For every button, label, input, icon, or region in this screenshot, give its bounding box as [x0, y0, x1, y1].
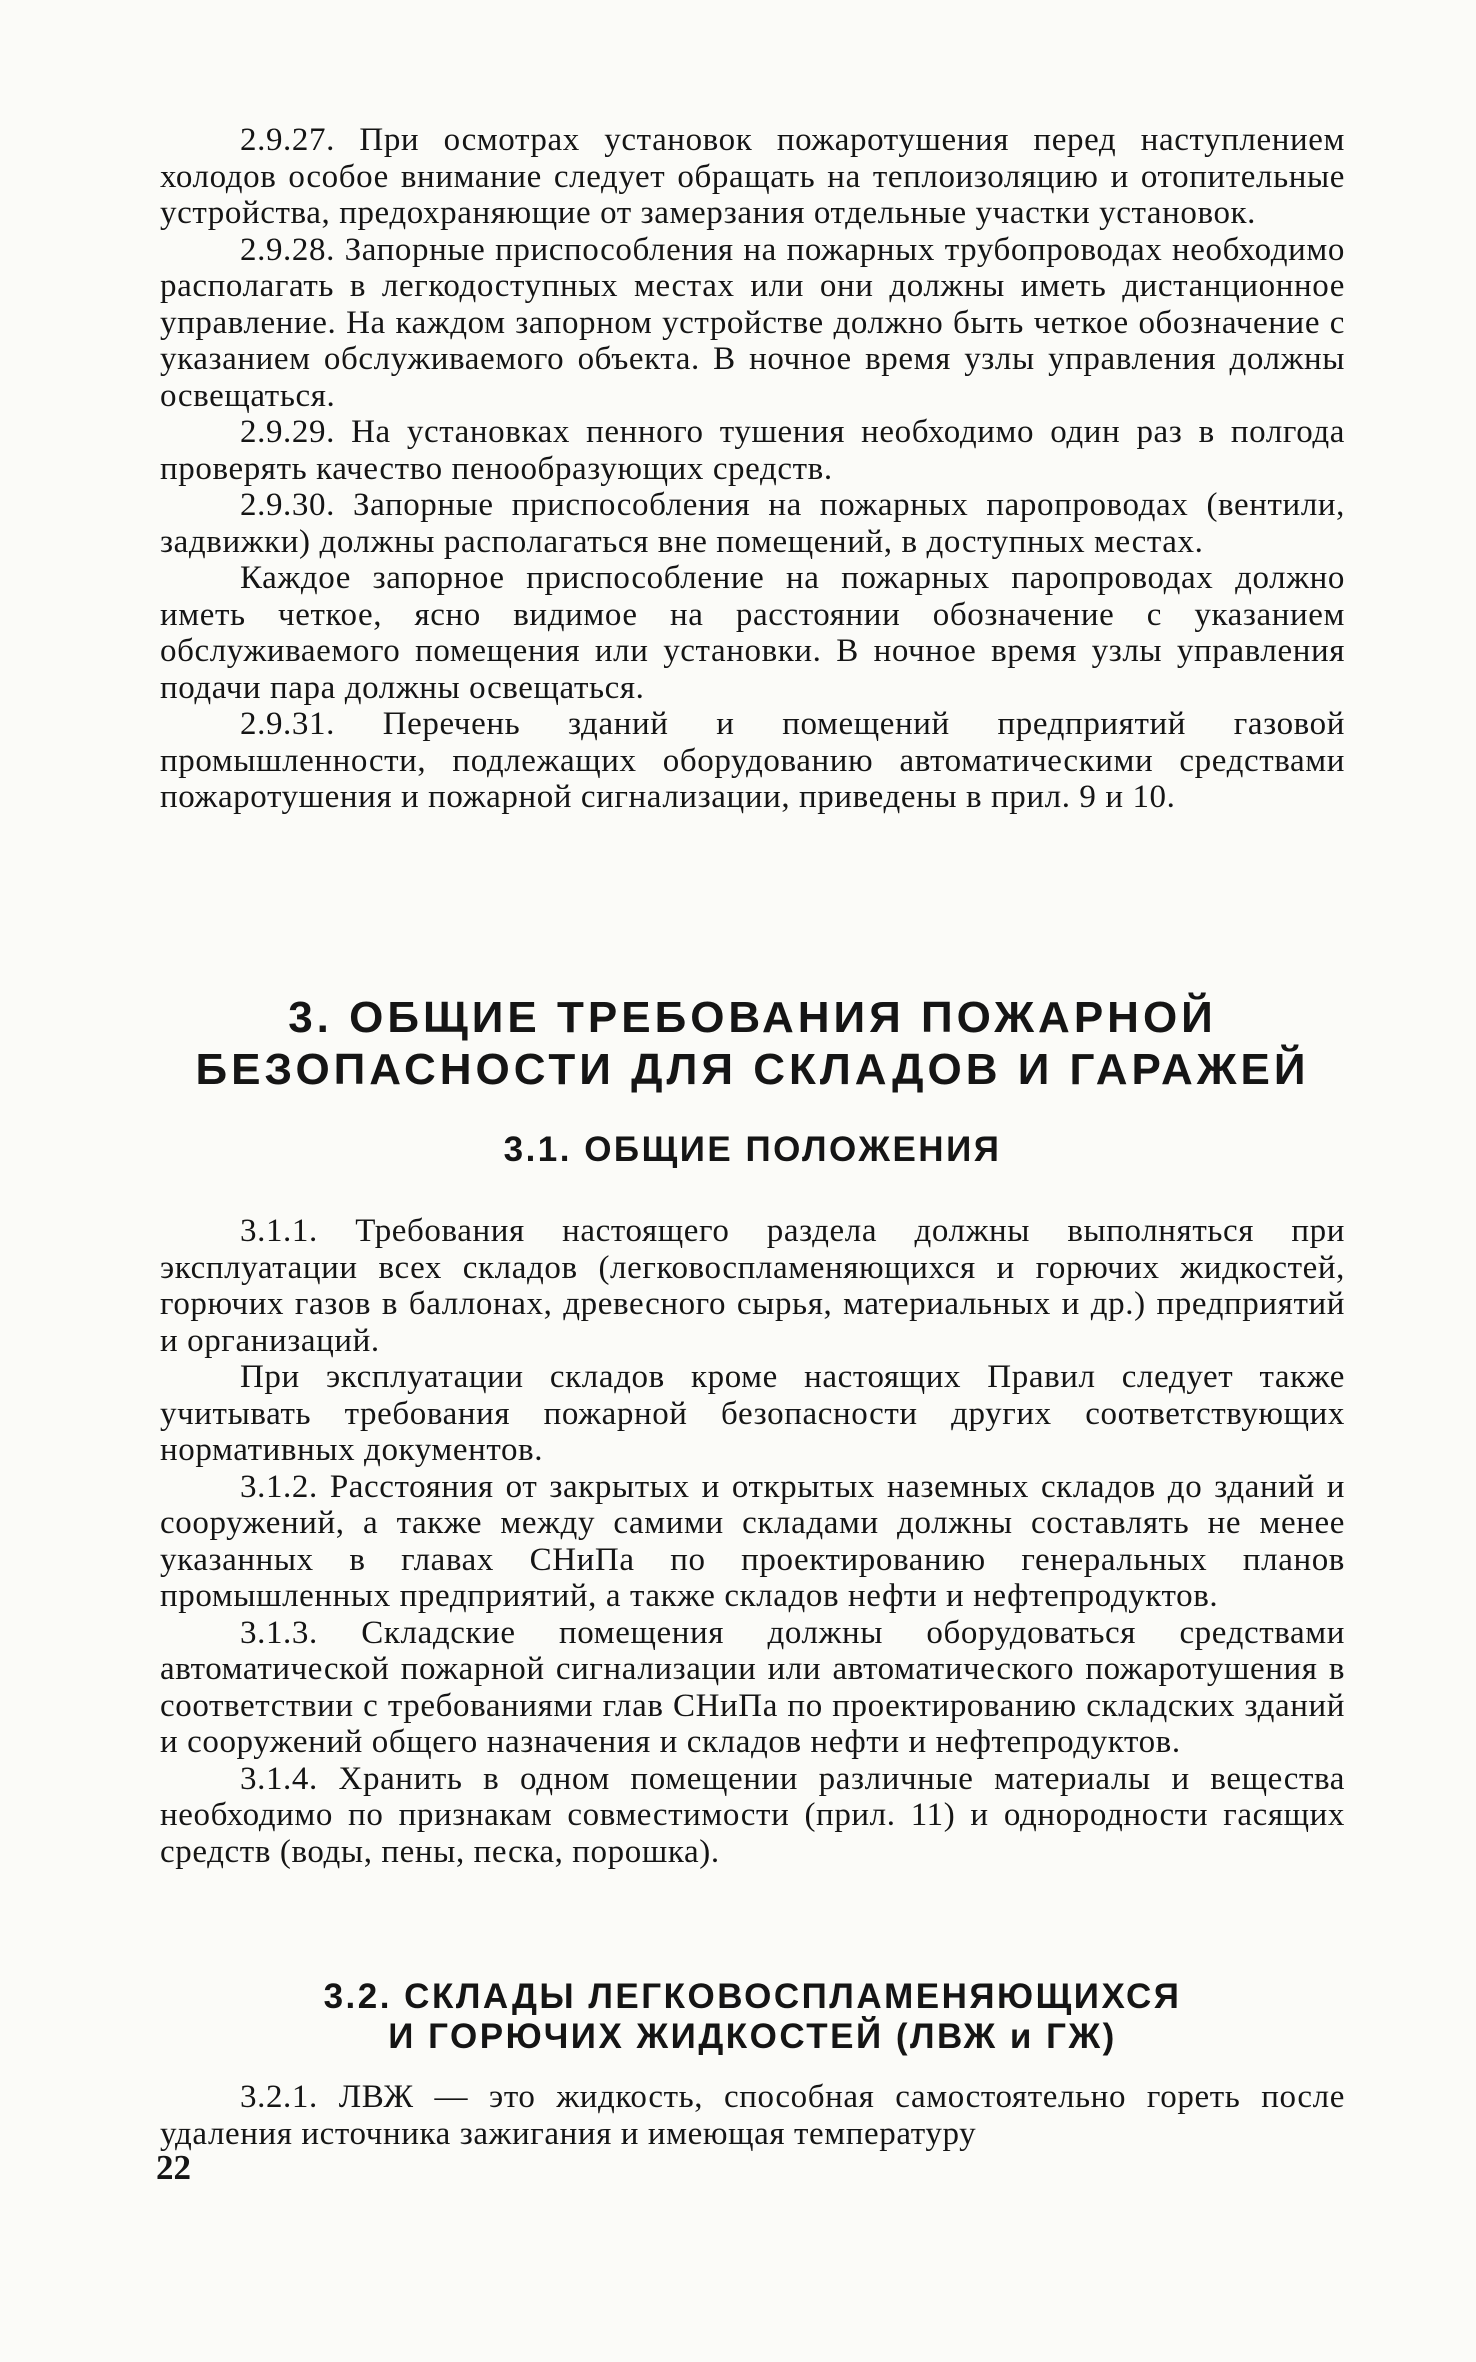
section-heading-3-2-line-1: 3.2. СКЛАДЫ ЛЕГКОВОСПЛАМЕНЯЮЩИХСЯ	[323, 1977, 1182, 2016]
body-text-section-3-1	[160, 1213, 1345, 1870]
paragraph-3-2-1: 3.2.1. ЛВЖ — это жидкость, способная самостоятельно гореть после удаления источника зажигания и имеющая температуру	[160, 2079, 1345, 2152]
chapter-heading	[160, 992, 1345, 1096]
paragraph-2-9-30: 2.9.30. Запорные приспособления на пожарных паропроводах (вентили, задвижки) должны располагаться вне помещений, в доступных местах.	[160, 487, 1345, 560]
paragraph-2-9-28: 2.9.28. Запорные приспособления на пожарных трубопроводах необходимо располагать в легкодоступных местах или они должны иметь дистанционное управление. На каждом запорном устройстве должно быть четкое обозначение с указанием обслуживаемого объекта. В ночное время узлы управления должны освещаться.	[160, 231, 1345, 414]
paragraph-3-1-2: 3.1.2. Расстояния от закрытых и открытых наземных складов до зданий и сооружений, а также между самими складами должны составлять не менее указанных в главах СНиПа по проектированию генеральных планов промышленных предприятий, а также складов нефти и нефтепродуктов.	[160, 1468, 1345, 1614]
chapter-heading-line-1: 3. ОБЩИЕ ТРЕБОВАНИЯ ПОЖАРНОЙ	[288, 993, 1217, 1042]
paragraph-2-9-29: 2.9.29. На установках пенного тушения необходимо один раз в полгода проверять качество пенообразующих средств.	[160, 414, 1345, 487]
paragraph-2-9-31: 2.9.31. Перечень зданий и помещений предприятий газовой промышленности, подлежащих оборудованию автоматическими средствами пожаротушения и пожарной сигнализации, приведены в прил. 9 и 10.	[160, 706, 1345, 815]
body-text-top	[160, 122, 1345, 816]
paragraph-2-9-27: 2.9.27. При осмотрах установок пожаротушения перед наступлением холодов особое внимание следует обращать на теплоизоляцию и отопительные устройства, предохраняющие от замерзания отдельные участки установок.	[160, 122, 1345, 231]
section-heading-3-1: 3.1. ОБЩИЕ ПОЛОЖЕНИЯ	[503, 1130, 1002, 1169]
section-heading-3-2-line-2: И ГОРЮЧИХ ЖИДКОСТЕЙ (ЛВЖ и ГЖ)	[388, 2017, 1117, 2056]
paragraph-3-1-3: 3.1.3. Складские помещения должны оборудоваться средствами автоматической пожарной сигнализации или автоматического пожаротушения в соответствии с требованиями глав СНиПа по проектированию складских зданий и сооружений общего назначения и складов нефти и нефтепродуктов.	[160, 1614, 1345, 1760]
body-text-section-3-2	[160, 2079, 1345, 2152]
paragraph-other-documents: При эксплуатации складов кроме настоящих Правил следует также учитывать требования пожарной безопасности других соответствующих нормативных документов.	[160, 1359, 1345, 1468]
page-number: 22	[156, 2148, 191, 2187]
paragraph-3-1-1: 3.1.1. Требования настоящего раздела должны выполняться при эксплуатации всех складов (легковоспламеняющихся и горючих жидкостей, горючих газов в баллонах, древесного сырья, материальных и др.) предприятий и организаций.	[160, 1213, 1345, 1359]
section-heading-3-2	[160, 1977, 1345, 2057]
chapter-heading-line-2: БЕЗОПАСНОСТИ ДЛЯ СКЛАДОВ И ГАРАЖЕЙ	[195, 1045, 1310, 1094]
paragraph-3-1-4: 3.1.4. Хранить в одном помещении различные материалы и вещества необходимо по признакам совместимости (прил. 11) и однородности гасящих средств (воды, пены, песка, порошка).	[160, 1760, 1345, 1870]
paragraph-valves-marking: Каждое запорное приспособление на пожарных паропроводах должно иметь четкое, ясно видимое на расстоянии обозначение с указанием обслуживаемого помещения или установки. В ночное время узлы управления подачи пара должны освещаться.	[160, 560, 1345, 706]
